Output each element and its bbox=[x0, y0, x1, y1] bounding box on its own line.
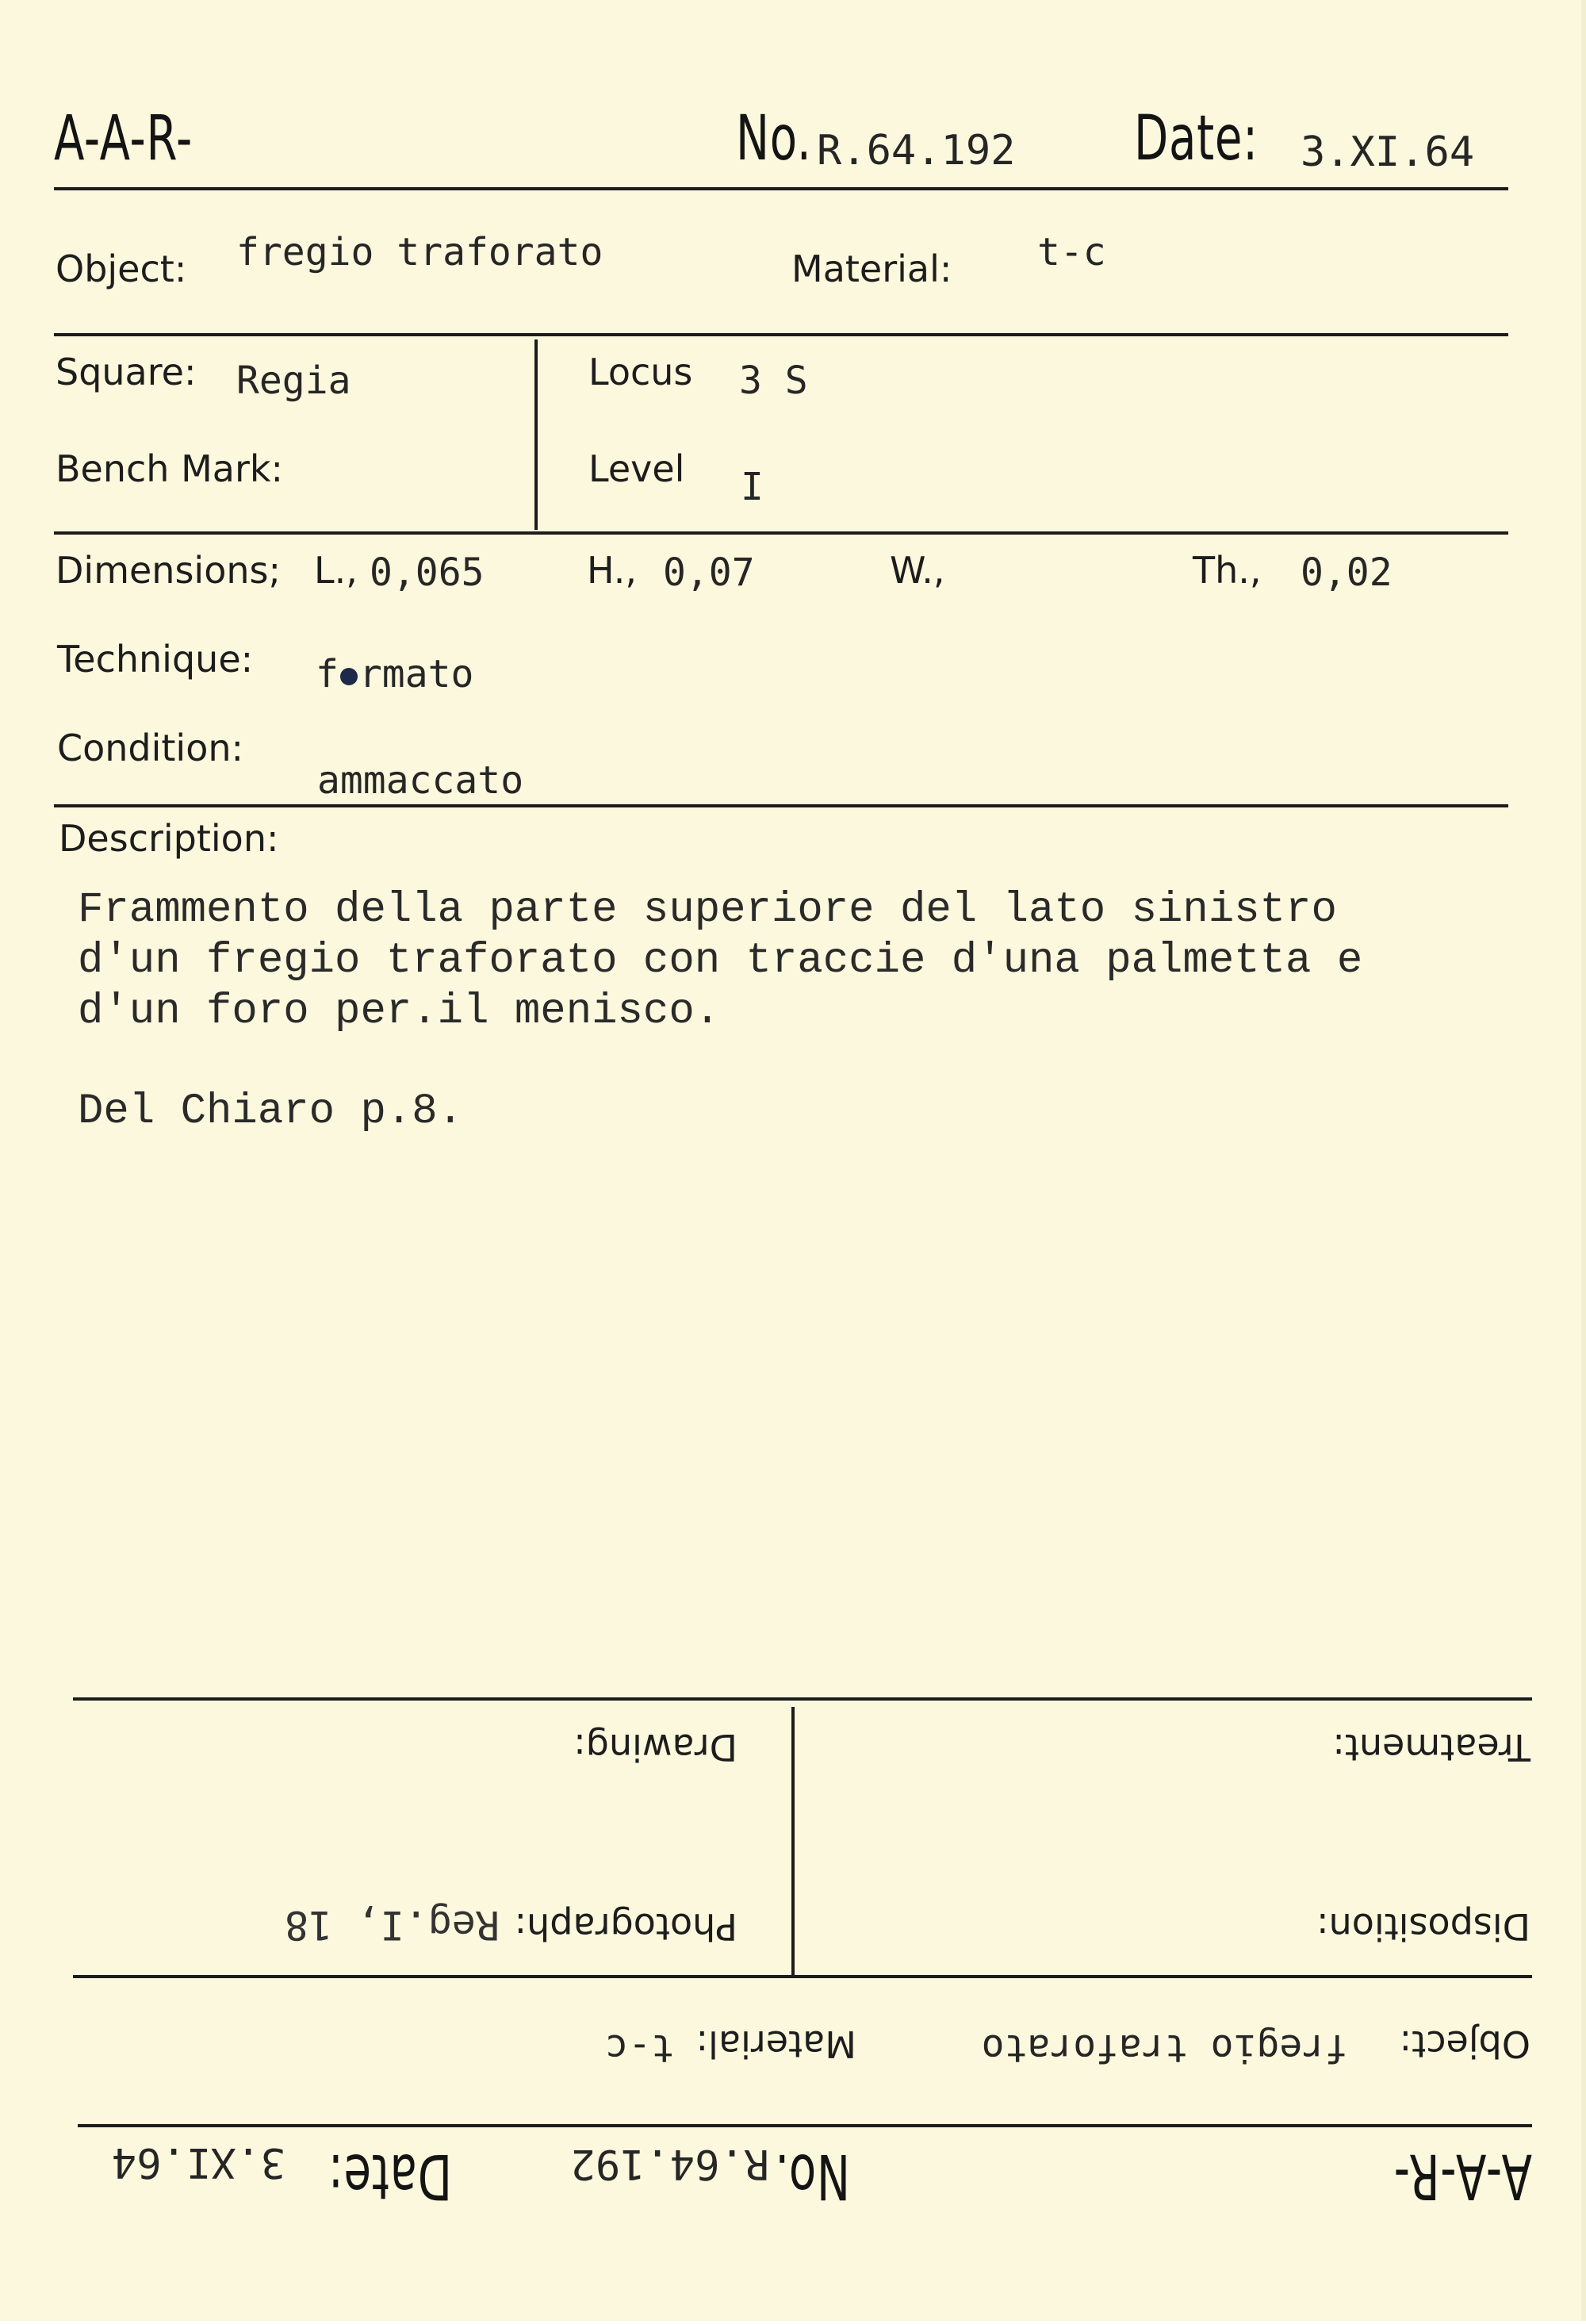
object-value: fregio traforato bbox=[236, 230, 603, 274]
reverse-header-rule bbox=[78, 2124, 1532, 2127]
reverse-date-value: 3.XI.64 bbox=[111, 2138, 285, 2186]
technique-label: Technique: bbox=[57, 638, 254, 681]
material-label: Material: bbox=[791, 247, 952, 290]
reverse-material-label: Material: bbox=[695, 2023, 856, 2065]
reverse-number-label: No. bbox=[774, 2140, 850, 2211]
reverse-object-label: Object: bbox=[1399, 2023, 1530, 2065]
material-value: t-c bbox=[1037, 230, 1106, 274]
height-value: 0,07 bbox=[663, 550, 755, 595]
length-label: L., bbox=[314, 549, 358, 592]
reverse-divider bbox=[791, 1707, 795, 1975]
level-value: I bbox=[741, 465, 764, 509]
reverse-material-value: t-c bbox=[605, 2026, 674, 2070]
date-label: Date: bbox=[1134, 103, 1258, 174]
locus-label: Locus bbox=[588, 351, 693, 393]
locus-value: 3 S bbox=[739, 359, 808, 403]
square-label: Square: bbox=[56, 351, 197, 393]
disposition-label: Disposition: bbox=[1316, 1905, 1530, 1948]
level-label: Level bbox=[588, 447, 685, 490]
technique-value-prefix: f bbox=[316, 652, 339, 696]
square-value: Regia bbox=[236, 359, 351, 403]
number-label: No. bbox=[736, 103, 812, 174]
reverse-number-value: R.64.192 bbox=[570, 2140, 769, 2188]
technique-value-suffix: rmato bbox=[358, 652, 474, 696]
photograph-value: Reg.I, 18 bbox=[285, 1902, 500, 1948]
number-value: R.64.192 bbox=[817, 127, 1016, 174]
width-label: W., bbox=[890, 549, 945, 592]
drawing-label: Drawing: bbox=[573, 1726, 737, 1769]
description-reference: Del Chiaro p.8. bbox=[78, 1087, 464, 1136]
date-value: 3.XI.64 bbox=[1301, 128, 1475, 176]
reverse-brand: A-A-R- bbox=[1393, 2140, 1532, 2211]
description-label: Description: bbox=[59, 817, 279, 860]
condition-label: Condition: bbox=[57, 727, 244, 769]
thickness-label: Th., bbox=[1193, 549, 1262, 592]
reverse-object-value: fregio traforato bbox=[981, 2026, 1348, 2070]
description-line-3: d'un foro per.il menisco. bbox=[78, 988, 721, 1036]
brand-header: A-A-R- bbox=[54, 103, 193, 174]
dimensions-label: Dimensions; bbox=[56, 549, 281, 592]
height-label: H., bbox=[587, 549, 638, 592]
thickness-value: 0,02 bbox=[1301, 550, 1393, 595]
reverse-object-rule bbox=[73, 1975, 1532, 1978]
reverse-date-label: Date: bbox=[328, 2140, 452, 2211]
description-line-2: d'un fregio traforato con traccie d'una palmetta e bbox=[78, 937, 1363, 985]
condition-value: ammaccato bbox=[317, 758, 524, 803]
object-label: Object: bbox=[56, 247, 187, 290]
treatment-label: Treatment: bbox=[1332, 1726, 1530, 1769]
description-line-1: Frammento della parte superiore del lato sinistro bbox=[78, 886, 1337, 934]
length-value: 0,065 bbox=[370, 550, 485, 595]
bench-mark-label: Bench Mark: bbox=[56, 447, 284, 490]
photograph-label: Photograph: bbox=[514, 1905, 737, 1948]
reverse-top-rule bbox=[73, 1697, 1532, 1701]
